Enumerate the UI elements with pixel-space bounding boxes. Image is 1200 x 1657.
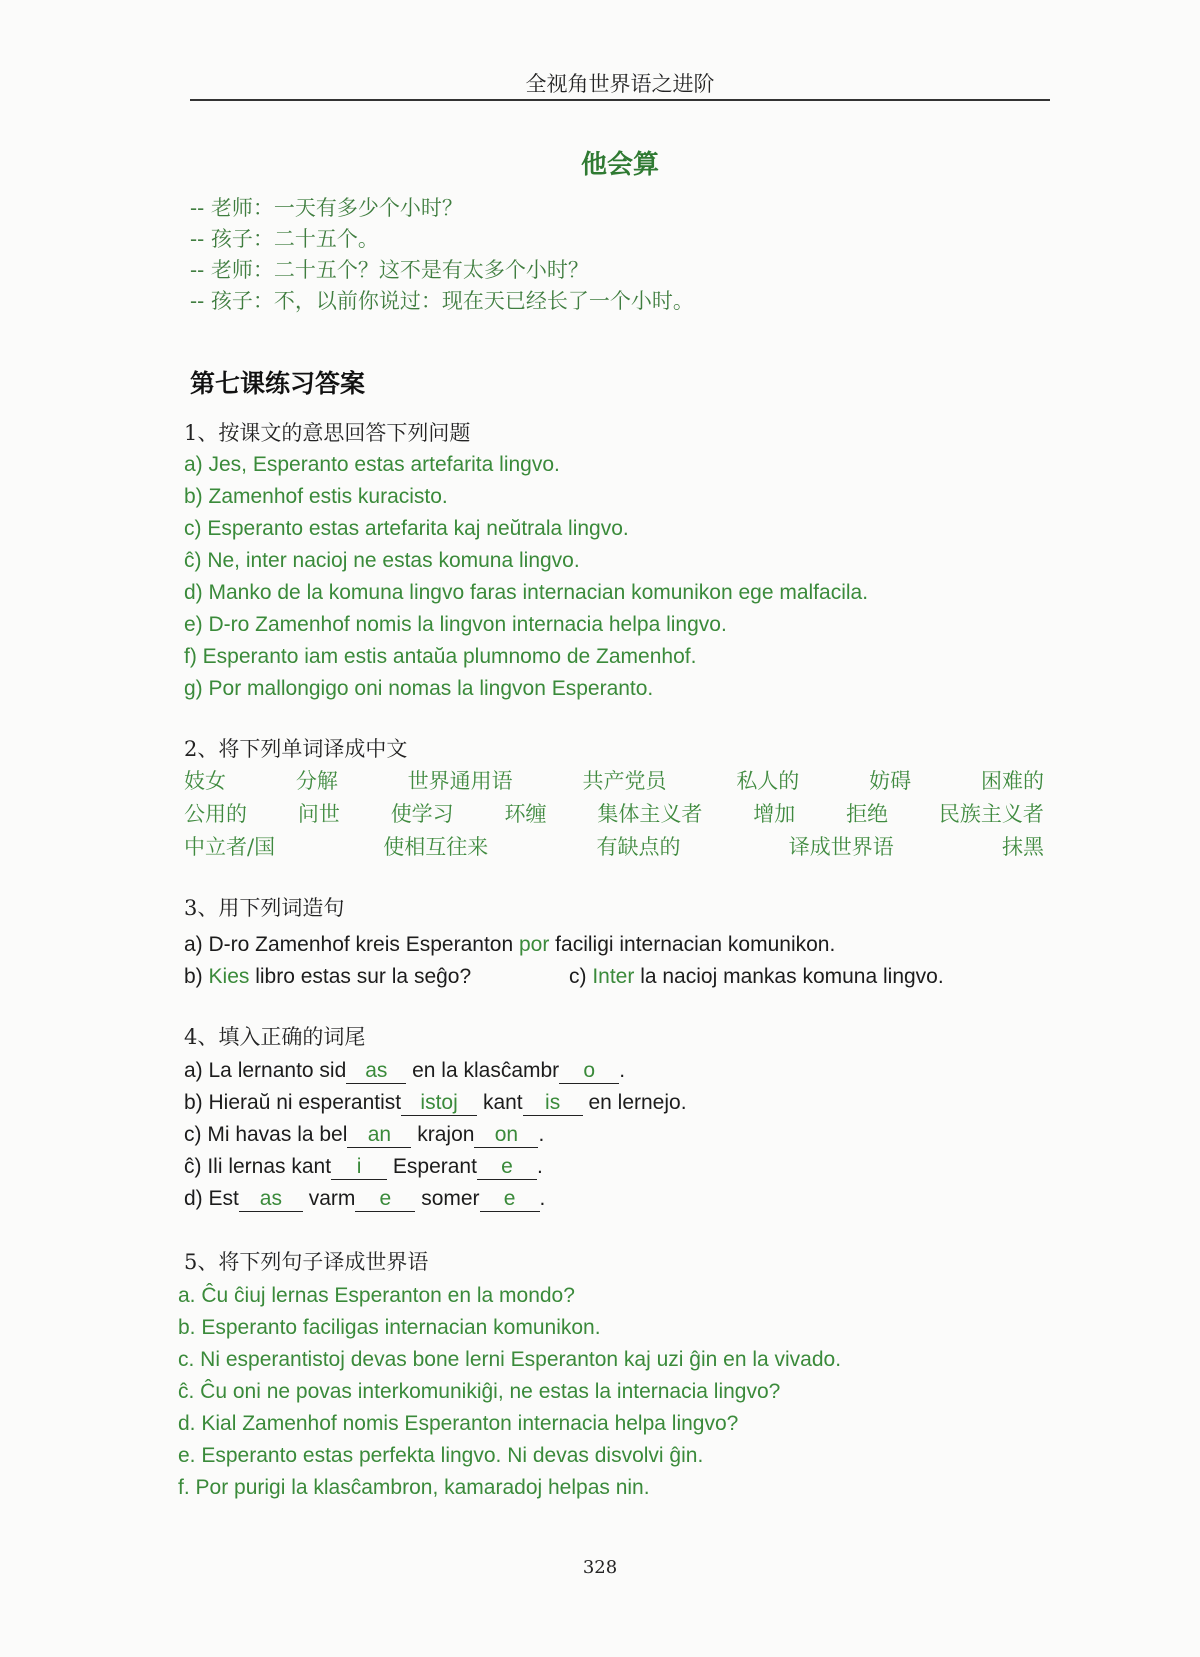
vocab-word: 环缠	[504, 802, 547, 826]
fill-blank: istoj	[401, 1091, 477, 1116]
fill-blank: e	[480, 1187, 540, 1212]
vocab-word: 使学习	[390, 802, 454, 826]
vocab-word: 困难的	[980, 769, 1044, 793]
sentence-text: somer	[415, 1187, 480, 1210]
sentence-text: .	[536, 1155, 543, 1178]
sentence-text: en lernejo.	[582, 1091, 687, 1114]
answer-line: f. Por purigi la klasĉambron, kamaradoj helpas nin.	[178, 1476, 650, 1499]
sentence-text: c)	[569, 965, 593, 988]
answer-line: ĉ) Ne, inter nacioj ne estas komuna lingvo.	[184, 549, 580, 572]
answer-line: a) Jes, Esperanto estas artefarita lingvo.	[184, 453, 560, 476]
exercise-1-answers	[184, 449, 868, 705]
sentence-text: .	[538, 1123, 545, 1146]
answer-line: ĉ. Ĉu oni ne povas interkomunikiĝi, ne estas la internacia lingvo?	[178, 1380, 781, 1403]
vocab-row	[184, 798, 1044, 831]
answer-word: Kies	[208, 965, 250, 988]
vocab-word: 有缺点的	[596, 835, 681, 859]
sentence-text: d) Est	[184, 1187, 239, 1210]
sentence-text: faciligi internacian komunikon.	[549, 933, 836, 956]
sentence-text: varm	[302, 1187, 356, 1210]
vocab-word: 拒绝	[846, 802, 889, 826]
answer-line: c. Ni esperantistoj devas bone lerni Esperanton kaj uzi ĝin en la vivado.	[178, 1348, 842, 1371]
vocabulary-grid	[184, 765, 1044, 864]
answer-line: g) Por mallongigo oni nomas la lingvon Esperanto.	[184, 677, 654, 700]
running-header: 全视角世界语之进阶	[525, 72, 715, 96]
vocab-word: 私人的	[736, 769, 800, 793]
sentence-text: a) D-ro Zamenhof kreis Esperanton	[184, 933, 519, 956]
joke-dialog	[190, 193, 694, 317]
header-rule	[190, 99, 1050, 101]
vocab-word: 中立者/国	[184, 835, 276, 859]
sentence-text: kant	[477, 1091, 523, 1114]
vocab-word: 抹黑	[1001, 835, 1044, 859]
exercise-3-heading: 3、用下列词造句	[184, 896, 345, 920]
page-number: 328	[582, 1557, 618, 1578]
vocab-word: 使相互往来	[383, 835, 489, 859]
vocab-row	[184, 765, 1044, 798]
fill-blank: as	[239, 1187, 303, 1212]
vocab-word: 共产党员	[582, 769, 667, 793]
answer-line: a. Ĉu ĉiuj lernas Esperanton en la mondo?	[178, 1284, 575, 1307]
exercise-1-heading: 1、按课文的意思回答下列问题	[184, 421, 471, 445]
dialog-line: -- 孩子：不，以前你说过：现在天已经长了一个小时。	[190, 289, 694, 313]
answer-line: b) Zamenhof estis kuracisto.	[184, 485, 448, 508]
fill-line-b	[184, 1087, 687, 1119]
sentence-text: la nacioj mankas komuna lingvo.	[634, 965, 944, 988]
dialog-line: -- 孩子：二十五个。	[190, 227, 379, 251]
fill-blank: an	[347, 1123, 411, 1148]
sentence-b-c	[184, 961, 944, 993]
fill-line-d	[184, 1183, 687, 1215]
sentence-a	[184, 929, 835, 961]
fill-line-a	[184, 1055, 687, 1087]
sentence-c	[569, 961, 944, 993]
exercise-5-heading: 5、将下列句子译成世界语	[184, 1250, 429, 1274]
vocab-word: 译成世界语	[788, 835, 894, 859]
fill-blank: is	[523, 1091, 583, 1116]
sentence-text: krajon	[411, 1123, 475, 1146]
answer-line: d. Kial Zamenhof nomis Esperanton internacia helpa lingvo?	[178, 1412, 739, 1435]
fill-blank: on	[474, 1123, 538, 1148]
exercise-3-answers	[184, 929, 944, 993]
answer-word: por	[518, 933, 550, 956]
answer-line: b. Esperanto faciligas internacian komunikon.	[178, 1316, 601, 1339]
sentence-text: b)	[184, 965, 209, 988]
answer-line: e) D-ro Zamenhof nomis la lingvon internacia helpa lingvo.	[184, 613, 727, 636]
fill-blank: i	[331, 1155, 387, 1180]
sentence-text: en la klasĉambr	[406, 1059, 560, 1082]
answer-line: e. Esperanto estas perfekta lingvo. Ni devas disvolvi ĝin.	[178, 1444, 704, 1467]
fill-blank: as	[346, 1059, 406, 1084]
fill-blank: o	[559, 1059, 619, 1084]
fill-line-c	[184, 1119, 687, 1151]
sentence-text: .	[619, 1059, 626, 1082]
sentence-text: ĉ) Ili lernas kant	[184, 1155, 332, 1178]
vocab-word: 问世	[297, 802, 340, 826]
vocab-word: 民族主义者	[938, 802, 1044, 826]
vocab-word: 分解	[295, 769, 338, 793]
sentence-text: Esperant	[387, 1155, 477, 1178]
sentence-text: b) Hieraŭ ni esperantist	[184, 1091, 402, 1114]
fill-blank: e	[355, 1187, 415, 1212]
answer-word: Inter	[592, 965, 635, 988]
section-title: 第七课练习答案	[190, 369, 366, 398]
vocab-word: 妨碍	[869, 769, 912, 793]
vocab-word: 增加	[753, 802, 796, 826]
vocab-row	[184, 831, 1044, 864]
vocab-word: 集体主义者	[597, 802, 703, 826]
fill-line-c-circumflex	[184, 1151, 687, 1183]
exercise-4-heading: 4、填入正确的词尾	[184, 1025, 366, 1049]
exercise-5-answers	[178, 1280, 841, 1504]
vocab-word: 世界通用语	[407, 769, 513, 793]
sentence-text: a) La lernanto sid	[184, 1059, 347, 1082]
exercise-4-answers	[184, 1055, 687, 1215]
dialog-line: -- 老师：二十五个？这不是有太多个小时？	[190, 258, 589, 282]
fill-blank: e	[477, 1155, 537, 1180]
sentence-text: .	[539, 1187, 546, 1210]
answer-line: f) Esperanto iam estis antaŭa plumnomo de Zamenhof.	[184, 645, 697, 668]
sentence-text: libro estas sur la seĝo?	[249, 965, 472, 988]
exercise-2-heading: 2、将下列单词译成中文	[184, 737, 408, 761]
answer-line: d) Manko de la komuna lingvo faras internacian komunikon ege malfacila.	[184, 581, 869, 604]
vocab-word: 公用的	[184, 802, 247, 826]
vocab-word: 妓女	[184, 769, 226, 793]
story-title: 他会算	[580, 150, 659, 180]
answer-line: c) Esperanto estas artefarita kaj neŭtrala lingvo.	[184, 517, 629, 540]
sentence-text: c) Mi havas la bel	[184, 1123, 348, 1146]
dialog-line: -- 老师：一天有多少个小时？	[190, 196, 463, 220]
